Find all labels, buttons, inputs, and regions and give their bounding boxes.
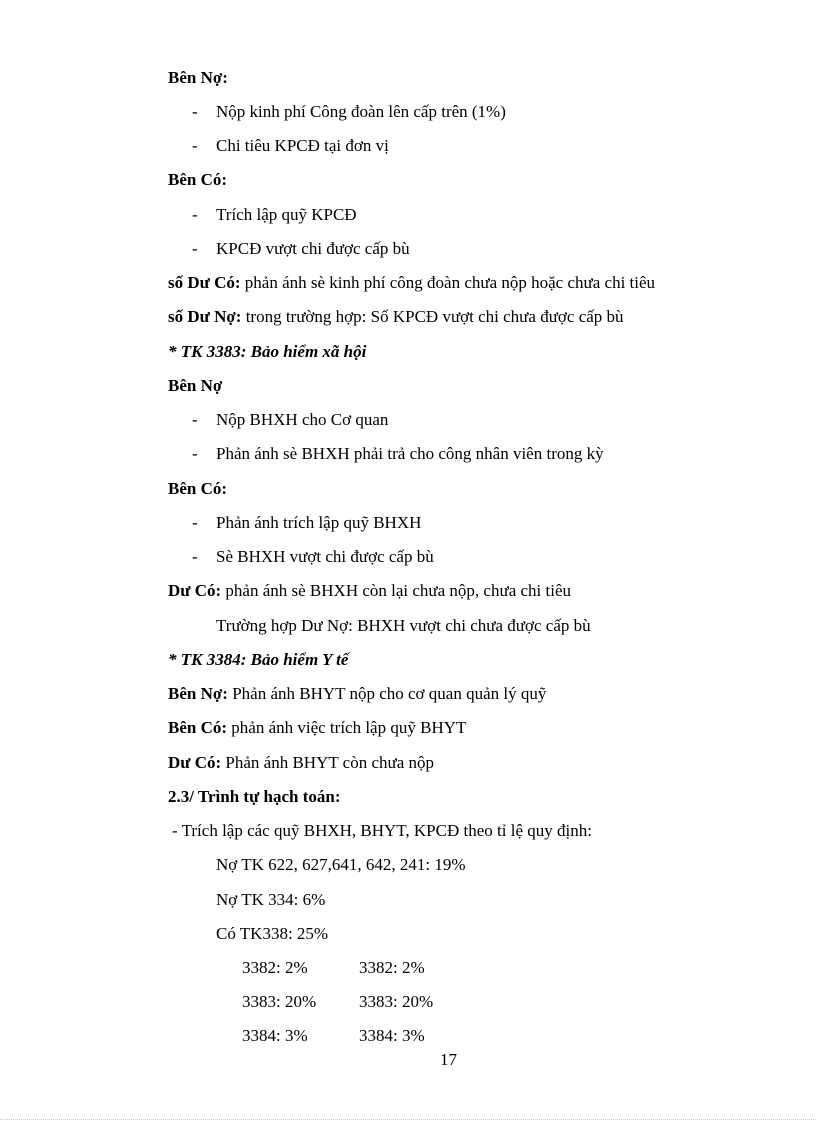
journal-entry: Nợ TK 334: 6% <box>216 890 326 909</box>
bullet-dash: - <box>192 205 198 224</box>
list-item-text: Nộp kinh phí Công đoàn lên cấp trên (1%) <box>216 102 506 121</box>
bullet-dash: - <box>192 444 198 463</box>
sub-account-entry: 3382: 2% <box>359 958 425 977</box>
page-number: 17 <box>440 1050 457 1069</box>
term-text: phản ánh sè kinh phí công đoàn chưa nộp hoặc chưa chi tiêu <box>240 273 656 292</box>
paragraph <box>168 272 655 294</box>
journal-entry: Nợ TK 622, 627,641, 642, 241: 19% <box>216 855 466 874</box>
list-item-text: Phản ánh trích lập quỹ BHXH <box>216 513 422 532</box>
paragraph <box>168 752 434 774</box>
heading-ben-no: Bên Nợ: <box>168 68 228 87</box>
heading-ben-no: Bên Nợ <box>168 376 223 395</box>
list-item <box>192 443 604 465</box>
paragraph: Trường hợp Dư Nợ: BHXH vượt chi chưa được cấp bù <box>216 616 591 635</box>
list-item <box>192 238 410 260</box>
bullet-dash: - <box>192 136 198 155</box>
list-item <box>192 101 506 123</box>
term-text: phản ánh việc trích lập quỹ BHYT <box>227 718 467 737</box>
list-item-text: Phản ánh sè BHXH phải trả cho công nhân viên trong kỳ <box>216 444 604 463</box>
paragraph: - Trích lập các quỹ BHXH, BHYT, KPCĐ theo tỉ lệ quy định: <box>172 821 592 840</box>
list-item-text: Chi tiêu KPCĐ tại đơn vị <box>216 136 389 155</box>
list-item <box>192 512 421 534</box>
list-item <box>192 409 388 431</box>
bullet-dash: - <box>192 547 198 566</box>
term-label: Dư Có: <box>168 581 222 600</box>
term-label: số Dư Có: <box>168 273 241 292</box>
term-text: Phản ánh BHYT còn chưa nộp <box>221 753 435 772</box>
paragraph <box>168 683 546 705</box>
sub-account-entry: 3382: 2% <box>242 958 308 977</box>
list-item-text: KPCĐ vượt chi được cấp bù <box>216 239 410 258</box>
term-label: Dư Có: <box>168 753 222 772</box>
section-heading-tk3384: * TK 3384: Bảo hiểm Y tế <box>168 650 349 669</box>
heading-ben-co: Bên Có: <box>168 170 228 189</box>
paragraph <box>168 306 624 328</box>
list-item-text: Sè BHXH vượt chi được cấp bù <box>216 547 434 566</box>
list-item-text: Nộp BHXH cho Cơ quan <box>216 410 389 429</box>
section-heading-tk3383: * TK 3383: Bảo hiểm xã hội <box>168 342 367 361</box>
term-text: trong trường hợp: Số KPCĐ vượt chi chưa được cấp bù <box>241 307 624 326</box>
list-item <box>192 135 389 157</box>
heading-ben-co: Bên Có: <box>168 479 228 498</box>
bullet-dash: - <box>192 410 198 429</box>
term-text: Phản ánh BHYT nộp cho cơ quan quản lý quỹ <box>227 684 547 703</box>
paragraph <box>168 717 466 739</box>
sub-account-entry: 3384: 3% <box>242 1026 308 1045</box>
sub-account-entry: 3384: 3% <box>359 1026 425 1045</box>
term-label: số Dư Nợ: <box>168 307 242 326</box>
term-text: phản ánh sè BHXH còn lại chưa nộp, chưa chi tiêu <box>221 581 571 600</box>
sub-account-entry: 3383: 20% <box>242 992 317 1011</box>
list-item-text: Trích lập quỹ KPCĐ <box>216 205 357 224</box>
paragraph <box>168 580 571 602</box>
bullet-dash: - <box>192 239 198 258</box>
page-bottom-border <box>0 1119 816 1120</box>
list-item <box>192 546 434 568</box>
bullet-dash: - <box>192 102 198 121</box>
journal-entry: Có TK338: 25% <box>216 924 329 943</box>
section-heading-trinh-tu: 2.3/ Trình tự hạch toán: <box>168 787 341 806</box>
sub-account-entry: 3383: 20% <box>359 992 434 1011</box>
term-label: Bên Nợ: <box>168 684 228 703</box>
bullet-dash: - <box>192 513 198 532</box>
list-item <box>192 204 357 226</box>
term-label: Bên Có: <box>168 718 228 737</box>
